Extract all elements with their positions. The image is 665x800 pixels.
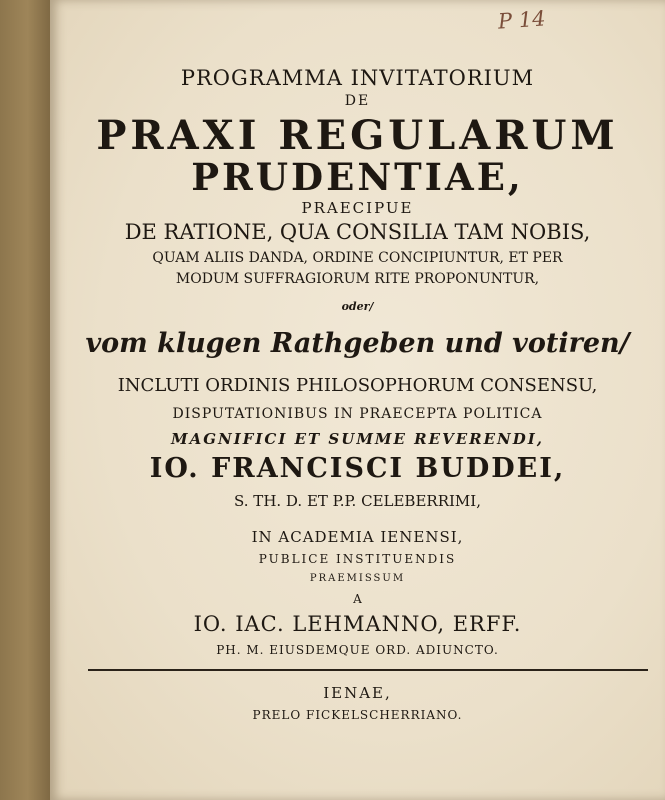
body-line-6: IN ACADEMIA IENENSI,	[251, 528, 464, 546]
body-line-3: MAGNIFICI ET SUMME REVERENDI,	[170, 430, 545, 448]
german-subtitle: vom klugen Rathgeben und votiren/	[85, 328, 630, 359]
title-line-5: PRAECIPUE	[301, 199, 414, 217]
body-line-1: INCLUTI ORDINIS PHILOSOPHORUM CONSENSU,	[117, 375, 598, 396]
body-line-5: S. TH. D. ET P.P. CELEBERRIMI,	[234, 492, 481, 510]
oder-word: oder/	[341, 300, 374, 313]
body-line-7: PUBLICE INSTITUENDIS	[258, 552, 457, 566]
title-main-2: PRUDENTIAE,	[191, 155, 524, 199]
author-name: IO. IAC. LEHMANNO, ERFF.	[193, 612, 522, 636]
title-line-8: MODUM SUFFRAGIORUM RITE PROPONUNTUR,	[175, 271, 540, 287]
imprint-printer: PRELO FICKELSCHERRIANO.	[252, 708, 463, 722]
title-main-1: PRAXI REGULARUM	[96, 112, 619, 159]
title-line-6: DE RATIONE, QUA CONSILIA TAM NOBIS,	[124, 220, 591, 244]
body-line-11: PH. M. EIUSDEMQUE ORD. ADIUNCTO.	[216, 643, 499, 657]
book-binding	[0, 0, 50, 800]
shelfmark-handwritten: P 14	[497, 6, 547, 34]
title-page	[50, 0, 665, 800]
body-line-8: PRAEMISSUM	[309, 573, 406, 584]
imprint-place: IENAE,	[323, 684, 392, 702]
praeses-name: IO. FRANCISCI BUDDEI,	[149, 453, 566, 484]
body-line-2: DISPUTATIONIBUS IN PRAECEPTA POLITICA	[172, 406, 543, 422]
separator-rule	[88, 669, 648, 671]
body-line-9: A	[353, 592, 362, 606]
title-line-2: DE	[344, 93, 371, 109]
title-line-7: QUAM ALIIS DANDA, ORDINE CONCIPIUNTUR, ET PER	[152, 250, 563, 266]
title-line-1: PROGRAMMA INVITATORIUM	[180, 66, 535, 90]
